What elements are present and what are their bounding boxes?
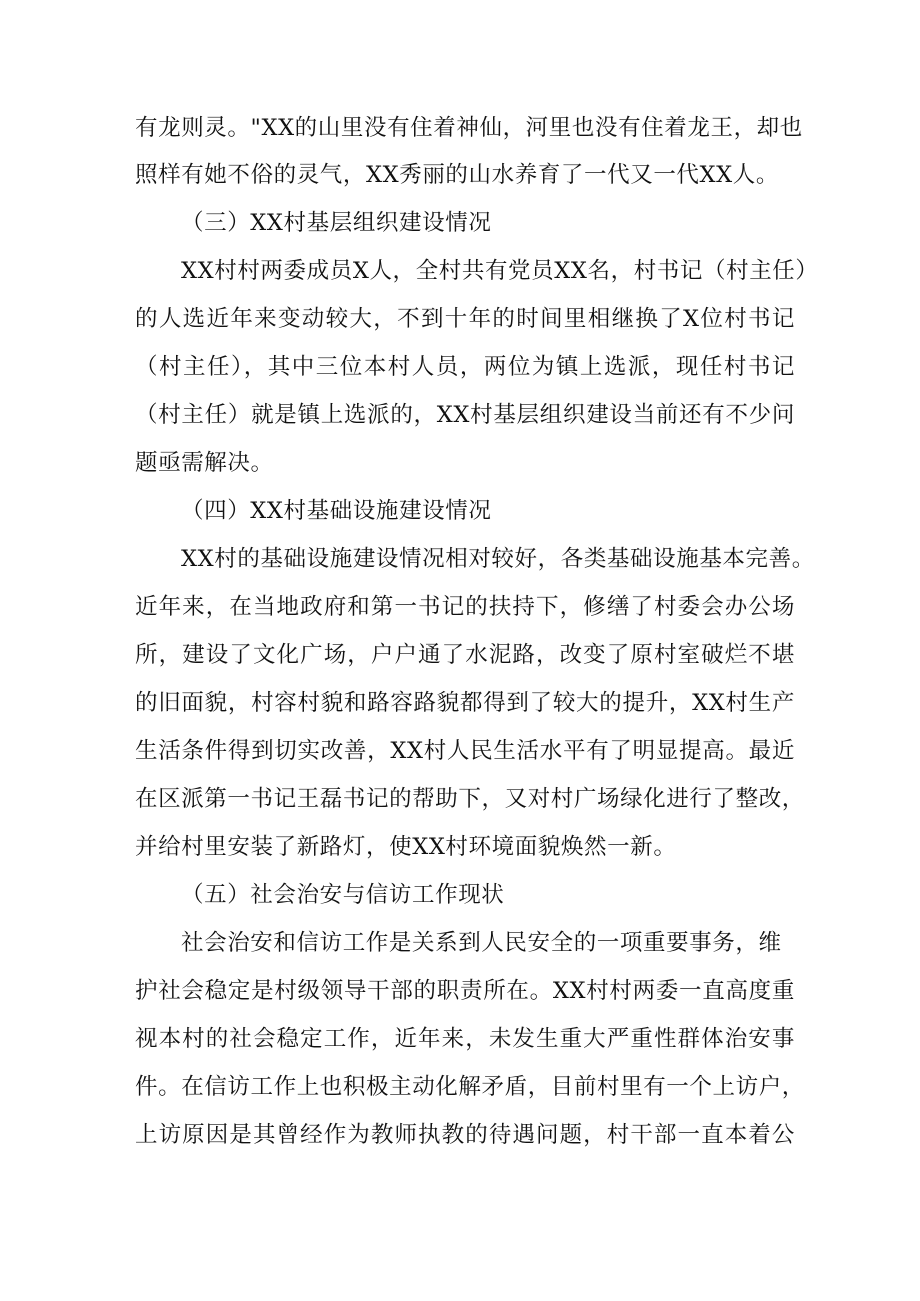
text-line: 所，建设了文化广场，户户通了水泥路，改变了原村室破烂不堪 xyxy=(135,642,795,668)
text-line: 照样有她不俗的灵气，XX秀丽的山水养育了一代又一代XX人。 xyxy=(135,162,779,188)
text-line: （村主任），其中三位本村人员，两位为镇上选派，现任村书记 xyxy=(135,354,795,380)
text-line: 社会治安和信访工作是关系到人民安全的一项重要事务，维 xyxy=(181,930,782,956)
text-line: XX村村两委成员X人，全村共有党员XX名，村书记（村主任） xyxy=(181,258,819,284)
text-line: 有龙则灵。"XX的山里没有住着神仙，河里也没有住着龙王，却也 xyxy=(135,115,803,141)
text-line: 生活条件得到切实改善，XX村人民生活水平有了明显提高。最近 xyxy=(135,738,795,764)
text-line: 上访原因是其曾经作为教师执教的待遇问题，村干部一直本着公 xyxy=(135,1122,795,1148)
section-heading-4: （四）XX村基础设施建设情况 xyxy=(181,498,492,524)
text-line: XX村的基础设施建设情况相对较好，各类基础设施基本完善。 xyxy=(181,546,815,572)
section-heading-3: （三）XX村基层组织建设情况 xyxy=(181,210,492,236)
section-heading-5: （五）社会治安与信访工作现状 xyxy=(181,882,505,908)
text-line: （村主任）就是镇上选派的，XX村基层组织建设当前还有不少问 xyxy=(135,402,795,428)
text-line: 并给村里安装了新路灯，使XX村环境面貌焕然一新。 xyxy=(135,834,677,860)
text-line: 的旧面貌，村容村貌和路容路貌都得到了较大的提升，XX村生产 xyxy=(135,690,795,716)
text-line: 件。在信访工作上也积极主动化解矛盾，目前村里有一个上访户， xyxy=(135,1074,805,1100)
text-line: 在区派第一书记王磊书记的帮助下，又对村广场绿化进行了整改， xyxy=(135,786,805,812)
text-line: 近年来，在当地政府和第一书记的扶持下，修缮了村委会办公场 xyxy=(135,594,795,620)
text-line: 题亟需解决。 xyxy=(135,450,274,476)
text-line: 护社会稳定是村级领导干部的职责所在。XX村村两委一直高度重 xyxy=(135,978,795,1004)
text-line: 的人选近年来变动较大，不到十年的时间里相继换了X位村书记 xyxy=(135,306,795,332)
text-line: 视本村的社会稳定工作，近年来，未发生重大严重性群体治安事 xyxy=(135,1026,795,1052)
